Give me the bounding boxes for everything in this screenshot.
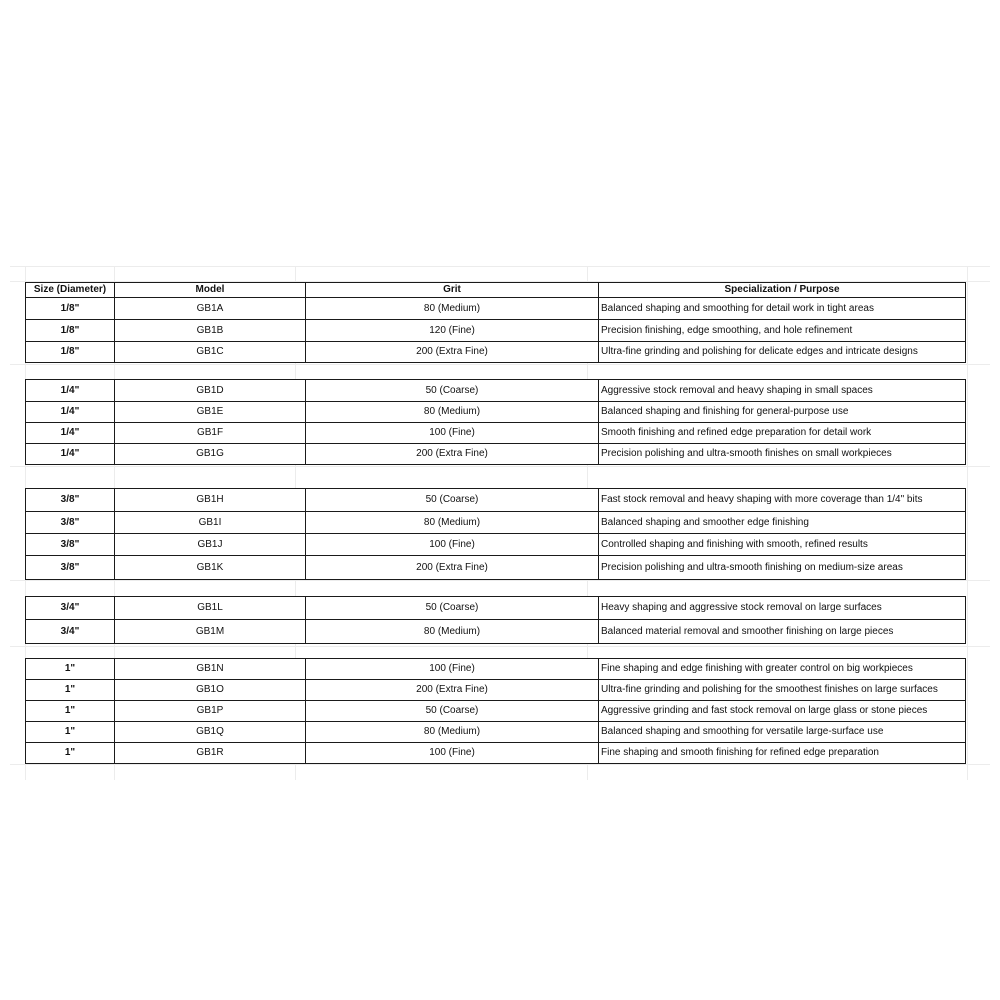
table-row	[26, 320, 966, 342]
cell-model: GB1M	[115, 620, 306, 644]
cell-size: 3/8"	[26, 534, 115, 556]
table-group-1-4-inch	[25, 379, 966, 465]
table-row	[26, 423, 966, 444]
cell-size: 1"	[26, 743, 115, 764]
cell-grit: 100 (Fine)	[306, 423, 599, 444]
table-header-row	[26, 283, 966, 298]
table-row	[26, 534, 966, 556]
table-group-3-8-inch	[25, 488, 966, 580]
cell-purpose: Balanced shaping and smoother edge finishing	[599, 512, 966, 534]
table-row	[26, 298, 966, 320]
cell-purpose: Balanced shaping and smoothing for versatile large-surface use	[599, 722, 966, 743]
table-group-1-8-inch	[25, 282, 966, 363]
cell-grit: 100 (Fine)	[306, 659, 599, 680]
cell-model: GB1F	[115, 423, 306, 444]
cell-grit: 120 (Fine)	[306, 320, 599, 342]
cell-purpose: Ultra-fine grinding and polishing for delicate edges and intricate designs	[599, 342, 966, 363]
cell-size: 1/8"	[26, 298, 115, 320]
cell-grit: 50 (Coarse)	[306, 701, 599, 722]
cell-grit: 50 (Coarse)	[306, 380, 599, 402]
cell-purpose: Ultra-fine grinding and polishing for the smoothest finishes on large surfaces	[599, 680, 966, 701]
cell-purpose: Controlled shaping and finishing with smooth, refined results	[599, 534, 966, 556]
cell-purpose: Fine shaping and edge finishing with greater control on big workpieces	[599, 659, 966, 680]
cell-purpose: Precision finishing, edge smoothing, and hole refinement	[599, 320, 966, 342]
cell-grit: 50 (Coarse)	[306, 597, 599, 620]
cell-size: 3/8"	[26, 512, 115, 534]
header-size: Size (Diameter)	[26, 283, 115, 298]
cell-size: 1"	[26, 701, 115, 722]
table-row	[26, 512, 966, 534]
table-row	[26, 597, 966, 620]
table-row	[26, 659, 966, 680]
cell-size: 1/4"	[26, 444, 115, 465]
cell-size: 3/8"	[26, 556, 115, 580]
cell-model: GB1R	[115, 743, 306, 764]
cell-size: 3/8"	[26, 489, 115, 512]
table-row	[26, 489, 966, 512]
cell-purpose: Heavy shaping and aggressive stock removal on large surfaces	[599, 597, 966, 620]
cell-model: GB1G	[115, 444, 306, 465]
cell-purpose: Fine shaping and smooth finishing for refined edge preparation	[599, 743, 966, 764]
table-row	[26, 342, 966, 363]
table-group-3-4-inch	[25, 596, 966, 644]
cell-model: GB1A	[115, 298, 306, 320]
cell-purpose: Precision polishing and ultra-smooth finishes on small workpieces	[599, 444, 966, 465]
cell-size: 1/4"	[26, 423, 115, 444]
cell-model: GB1E	[115, 402, 306, 423]
cell-model: GB1B	[115, 320, 306, 342]
cell-size: 1/4"	[26, 402, 115, 423]
cell-model: GB1H	[115, 489, 306, 512]
cell-model: GB1Q	[115, 722, 306, 743]
table-row	[26, 680, 966, 701]
cell-grit: 80 (Medium)	[306, 402, 599, 423]
cell-model: GB1J	[115, 534, 306, 556]
cell-size: 1"	[26, 680, 115, 701]
table-row	[26, 701, 966, 722]
cell-grit: 200 (Extra Fine)	[306, 444, 599, 465]
cell-model: GB1I	[115, 512, 306, 534]
cell-grit: 50 (Coarse)	[306, 489, 599, 512]
cell-purpose: Aggressive stock removal and heavy shaping in small spaces	[599, 380, 966, 402]
cell-purpose: Balanced material removal and smoother finishing on large pieces	[599, 620, 966, 644]
cell-grit: 80 (Medium)	[306, 298, 599, 320]
cell-size: 1"	[26, 722, 115, 743]
cell-model: GB1N	[115, 659, 306, 680]
cell-model: GB1C	[115, 342, 306, 363]
cell-grit: 200 (Extra Fine)	[306, 342, 599, 363]
cell-model: GB1D	[115, 380, 306, 402]
header-model: Model	[115, 283, 306, 298]
cell-size: 1/8"	[26, 342, 115, 363]
table-row	[26, 743, 966, 764]
cell-grit: 100 (Fine)	[306, 743, 599, 764]
cell-model: GB1L	[115, 597, 306, 620]
cell-size: 1"	[26, 659, 115, 680]
cell-size: 3/4"	[26, 597, 115, 620]
table-row	[26, 402, 966, 423]
cell-model: GB1P	[115, 701, 306, 722]
table-row	[26, 380, 966, 402]
table-group-1-inch	[25, 658, 966, 764]
table-row	[26, 444, 966, 465]
cell-grit: 200 (Extra Fine)	[306, 680, 599, 701]
header-purpose: Specialization / Purpose	[599, 283, 966, 298]
cell-purpose: Precision polishing and ultra-smooth finishing on medium-size areas	[599, 556, 966, 580]
cell-grit: 80 (Medium)	[306, 620, 599, 644]
cell-model: GB1O	[115, 680, 306, 701]
cell-size: 3/4"	[26, 620, 115, 644]
cell-purpose: Smooth finishing and refined edge preparation for detail work	[599, 423, 966, 444]
cell-purpose: Balanced shaping and smoothing for detail work in tight areas	[599, 298, 966, 320]
cell-grit: 80 (Medium)	[306, 512, 599, 534]
cell-grit: 200 (Extra Fine)	[306, 556, 599, 580]
cell-model: GB1K	[115, 556, 306, 580]
cell-size: 1/8"	[26, 320, 115, 342]
cell-size: 1/4"	[26, 380, 115, 402]
table-row	[26, 722, 966, 743]
cell-purpose: Aggressive grinding and fast stock removal on large glass or stone pieces	[599, 701, 966, 722]
table-row	[26, 620, 966, 644]
cell-purpose: Balanced shaping and finishing for general-purpose use	[599, 402, 966, 423]
header-grit: Grit	[306, 283, 599, 298]
cell-grit: 80 (Medium)	[306, 722, 599, 743]
table-row	[26, 556, 966, 580]
cell-purpose: Fast stock removal and heavy shaping with more coverage than 1/4" bits	[599, 489, 966, 512]
cell-grit: 100 (Fine)	[306, 534, 599, 556]
